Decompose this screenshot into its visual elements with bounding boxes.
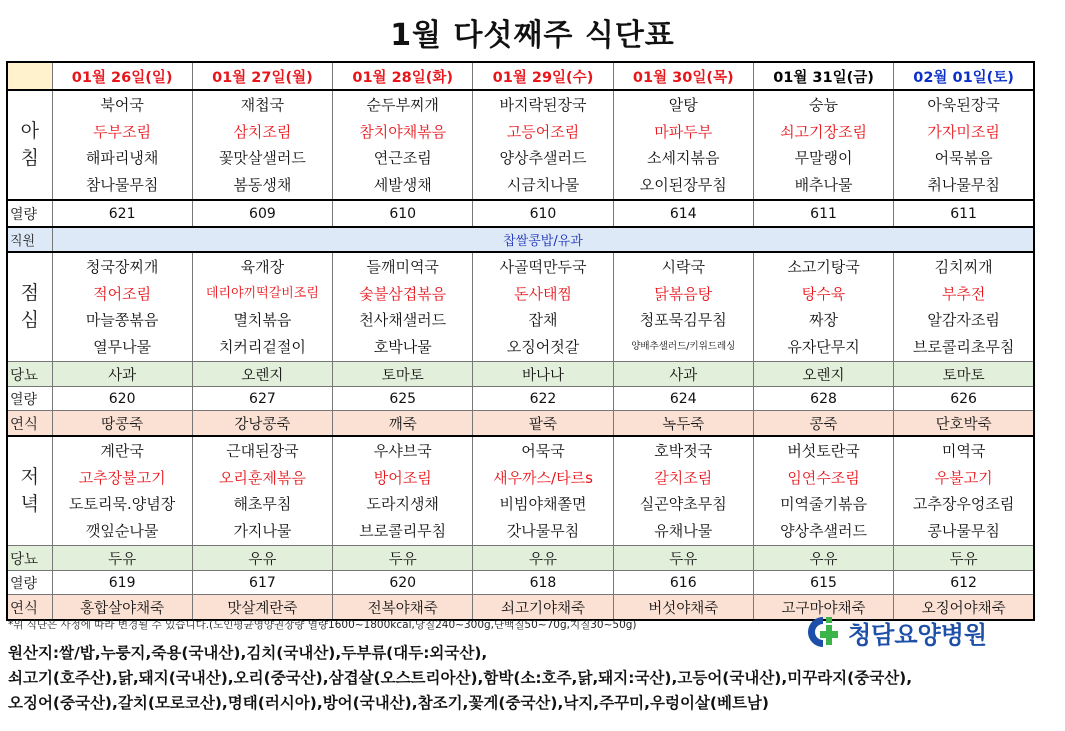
lunch-soft-cell: 땅콩죽 (52, 411, 192, 437)
lunch-calorie-cell: 622 (473, 387, 613, 411)
dish-item: 멸치볶음 (233, 311, 292, 329)
dish-item: 호박나물 (373, 337, 432, 356)
lunch-diabetes-label: 당뇨 (7, 362, 52, 387)
lunch-cell (473, 252, 613, 362)
dish-item: 가지나물 (233, 521, 292, 540)
lunch-soft-cell: 깨죽 (333, 411, 473, 437)
dish-item: 참나물무침 (85, 175, 159, 194)
dish-item: 유자단무지 (787, 337, 860, 356)
dinner-calorie-cell: 616 (613, 571, 753, 595)
dish-item: 천사채샐러드 (359, 311, 447, 329)
dish-item: 취나물무침 (927, 175, 1000, 194)
hospital-name: 청담요양병원 (848, 620, 988, 649)
lunch-calorie-cell: 626 (894, 387, 1034, 411)
lunch-diabetes-cell: 사과 (613, 362, 753, 387)
dish-item: 소세지볶음 (647, 149, 720, 167)
dinner-cell (52, 436, 192, 546)
dinner-diabetes-cell: 우유 (473, 546, 613, 571)
staff-cell (52, 227, 192, 252)
dinner-soft-cell: 홍합살야채죽 (52, 595, 192, 621)
dinner-soft-cell: 오징어야채죽 (894, 595, 1034, 621)
breakfast-label-char: 침 (20, 147, 39, 169)
dish-item: 들깨미역국 (366, 258, 439, 276)
dish-item: 고추장불고기 (78, 468, 166, 487)
lunch-soft-cell: 팥죽 (473, 411, 613, 437)
dish-item: 도라지생채 (366, 495, 439, 513)
breakfast-cell (473, 90, 613, 200)
page-title: 1월 다섯째주 식단표 (390, 18, 675, 53)
dish-item: 숭늉 (809, 96, 839, 114)
dish-item: 고등어조림 (506, 122, 580, 141)
dinner-cell (613, 436, 753, 546)
lunch-calorie-cell: 625 (333, 387, 473, 411)
lunch-label-char: 심 (20, 309, 39, 331)
dish-item: 시금치나물 (506, 175, 580, 194)
dinner-calorie-cell: 620 (333, 571, 473, 595)
breakfast-calorie-cell: 610 (333, 200, 473, 227)
breakfast-calorie-cell: 611 (894, 200, 1034, 227)
notice-text: *위 식단은 사정에 따라 변경될 수 있습니다.(노인평균영양권장량 열량1600~1800kcal,당질240~300g,단백질50~70g,지질30~50g) (8, 619, 637, 631)
day-header: 01월 28일(화) (333, 62, 473, 90)
dish-item: 오이된장무침 (639, 175, 727, 194)
lunch-calorie-label: 열량 (7, 387, 52, 411)
dinner-soft-label: 연식 (7, 595, 52, 621)
dish-item: 깻잎순나물 (85, 521, 159, 540)
breakfast-calorie-cell: 610 (473, 200, 613, 227)
breakfast-calorie-row (7, 200, 1034, 227)
staff-cell (894, 227, 1034, 252)
dish-item: 재첩국 (240, 96, 285, 114)
lunch-diabetes-row (7, 362, 1034, 387)
dish-item: 탕수육 (801, 284, 846, 303)
meal-table (6, 61, 1035, 621)
dish-item: 세발생채 (373, 175, 432, 194)
breakfast-calorie-cell: 609 (192, 200, 332, 227)
day-header: 01월 27일(월) (192, 62, 332, 90)
dish-item: 육개장 (240, 258, 285, 276)
day-header: 02월 01일(토) (894, 62, 1034, 90)
lunch-cell (333, 252, 473, 362)
dish-item: 비빔야채쫄면 (499, 495, 587, 513)
dish-item: 양상추샐러드 (780, 521, 868, 540)
origin-line-1: 원산지:쌀/밥,누룽지,죽용(국내산),김치(국내산),두부류(대두:외국산), (8, 644, 488, 662)
lunch-diabetes-cell: 바나나 (473, 362, 613, 387)
dinner-soft-cell: 맛살계란죽 (192, 595, 332, 621)
dish-item: 콩나물무침 (927, 521, 1000, 540)
lunch-calorie-cell: 628 (753, 387, 893, 411)
dinner-diabetes-cell: 우유 (192, 546, 332, 571)
dinner-diabetes-label: 당뇨 (7, 546, 52, 571)
dish-item: 해파리냉채 (85, 149, 159, 167)
lunch-soft-cell: 단호박죽 (894, 411, 1034, 437)
dish-item: 도토리묵.양념장 (69, 495, 176, 513)
breakfast-label-char: 아 (20, 120, 39, 142)
dinner-label-char: 녁 (20, 493, 39, 515)
dish-item: 유채나물 (654, 521, 713, 540)
dish-item: 고추장우엉조림 (912, 495, 1015, 513)
dish-item: 닭볶음탕 (654, 284, 713, 303)
dish-item: 짜장 (809, 311, 839, 329)
lunch-soft-cell: 콩죽 (753, 411, 893, 437)
dish-item: 쇠고기장조림 (780, 122, 868, 141)
dinner-calorie-cell: 618 (473, 571, 613, 595)
breakfast-cell (894, 90, 1034, 200)
dish-item: 바지락된장국 (499, 96, 587, 114)
lunch-cell (753, 252, 893, 362)
staff-cell (753, 227, 893, 252)
lunch-row (7, 252, 1034, 362)
dinner-cell (333, 436, 473, 546)
dish-item: 알탕 (668, 96, 698, 114)
day-header: 01월 26일(일) (52, 62, 192, 90)
dinner-diabetes-cell: 두유 (613, 546, 753, 571)
lunch-diabetes-cell: 오렌지 (192, 362, 332, 387)
dish-item: 방어조림 (373, 468, 432, 487)
staff-row (7, 227, 1034, 252)
dinner-diabetes-row (7, 546, 1034, 571)
lunch-diabetes-cell: 토마토 (333, 362, 473, 387)
dish-item: 오징어젓갈 (506, 337, 580, 356)
dish-item: 부추전 (941, 284, 986, 303)
staff-cell (613, 227, 753, 252)
dinner-cell (473, 436, 613, 546)
dish-item: 북어국 (100, 96, 144, 114)
lunch-cell (52, 252, 192, 362)
dish-item: 양배추샐러드/키위드레싱 (631, 340, 736, 352)
dinner-diabetes-cell: 두유 (52, 546, 192, 571)
dinner-cell (894, 436, 1034, 546)
dinner-calorie-row (7, 571, 1034, 595)
dish-item: 숯불삼겹볶음 (359, 284, 447, 303)
breakfast-cell (192, 90, 332, 200)
dish-item: 실곤약초무침 (639, 495, 727, 513)
dinner-cell (753, 436, 893, 546)
dish-item: 소고기탕국 (787, 258, 860, 276)
dish-item: 봄동생채 (233, 175, 292, 194)
lunch-calorie-cell: 627 (192, 387, 332, 411)
dish-item: 호박젓국 (654, 442, 713, 460)
staff-label: 직원 (7, 227, 52, 252)
dish-item: 양상추샐러드 (499, 149, 587, 167)
dish-item: 청포묵김무침 (639, 311, 727, 329)
dinner-soft-cell: 고구마야채죽 (753, 595, 893, 621)
dish-item: 잡채 (528, 311, 558, 329)
dish-item: 꽃맛살샐러드 (218, 149, 306, 167)
breakfast-cell (52, 90, 192, 200)
dish-item: 우샤브국 (373, 442, 432, 460)
origin-line-3: 오징어(중국산),갈치(모로코산),명태(러시아),방어(국내산),참조기,꽃게(중국산),낙지,주꾸미,우렁이살(베트남) (8, 694, 769, 712)
dish-item: 순두부찌개 (366, 96, 439, 114)
dish-item: 청국장찌개 (85, 258, 159, 276)
dinner-row (7, 436, 1034, 546)
breakfast-label (7, 90, 52, 200)
dish-item: 김치찌개 (934, 258, 993, 276)
lunch-cell (613, 252, 753, 362)
dish-item: 어묵볶음 (934, 149, 993, 167)
dinner-diabetes-cell: 두유 (333, 546, 473, 571)
dish-item: 아욱된장국 (927, 96, 1000, 114)
dish-item: 가자미조림 (927, 122, 1000, 141)
lunch-calorie-cell: 620 (52, 387, 192, 411)
breakfast-calorie-label: 열량 (7, 200, 52, 227)
dish-item: 적어조림 (93, 284, 152, 303)
dish-item: 버섯토란국 (787, 442, 860, 460)
lunch-diabetes-cell: 사과 (52, 362, 192, 387)
breakfast-calorie-cell: 621 (52, 200, 192, 227)
staff-cell (333, 227, 473, 252)
lunch-diabetes-cell: 오렌지 (753, 362, 893, 387)
dish-item: 계란국 (100, 442, 144, 460)
dinner-soft-cell: 쇠고기야채죽 (473, 595, 613, 621)
dish-item: 알감자조림 (927, 311, 1000, 329)
lunch-soft-cell: 녹두죽 (613, 411, 753, 437)
dinner-calorie-cell: 615 (753, 571, 893, 595)
dish-item: 새우까스/타르s (493, 468, 593, 487)
dish-item: 미역줄기볶음 (780, 495, 868, 513)
dinner-calorie-cell: 617 (192, 571, 332, 595)
lunch-label (7, 252, 52, 362)
dish-item: 브로콜리초무침 (912, 337, 1015, 356)
dish-item: 임연수조림 (787, 468, 860, 487)
header-corner (7, 62, 52, 90)
breakfast-calorie-cell: 611 (753, 200, 893, 227)
lunch-calorie-cell: 624 (613, 387, 753, 411)
dish-item: 사골떡만두국 (499, 258, 587, 276)
breakfast-row (7, 90, 1034, 200)
lunch-soft-row (7, 411, 1034, 437)
dish-item: 데리야끼떡갈비조림 (205, 285, 319, 301)
dinner-calorie-cell: 619 (52, 571, 192, 595)
dish-item: 우불고기 (934, 468, 993, 487)
dish-item: 브로콜리무침 (359, 521, 447, 540)
lunch-label-char: 점 (20, 282, 39, 304)
breakfast-cell (753, 90, 893, 200)
dish-item: 마늘쫑볶음 (85, 311, 159, 329)
medical-cross-icon (806, 615, 842, 649)
dish-item: 갓나물무침 (506, 521, 580, 540)
dinner-diabetes-cell: 두유 (894, 546, 1034, 571)
dish-item: 오리훈제볶음 (218, 468, 306, 487)
dish-item: 참치야채볶음 (359, 122, 447, 141)
breakfast-cell (333, 90, 473, 200)
lunch-cell (192, 252, 332, 362)
dish-item: 연근조림 (373, 149, 432, 167)
day-header: 01월 30일(목) (613, 62, 753, 90)
dish-item: 시락국 (661, 258, 705, 276)
dish-item: 무말랭이 (794, 149, 853, 167)
dish-item: 어묵국 (521, 442, 565, 460)
dish-item: 갈치조림 (654, 468, 713, 487)
lunch-soft-cell: 강낭콩죽 (192, 411, 332, 437)
dish-item: 해초무침 (233, 495, 292, 513)
dinner-cell (192, 436, 332, 546)
lunch-diabetes-cell: 토마토 (894, 362, 1034, 387)
origin-line-2: 쇠고기(호주산),닭,돼지(국내산),오리(중국산),삼겹살(오스트리아산),함박(소:호주,닭,돼지:국산),고등어(국내산),미꾸라지(중국산), (8, 669, 913, 687)
dinner-label-char: 저 (20, 466, 39, 488)
dish-item: 치커리겉절이 (218, 337, 306, 356)
day-header: 01월 31일(금) (753, 62, 893, 90)
day-header: 01월 29일(수) (473, 62, 613, 90)
lunch-cell (894, 252, 1034, 362)
hospital-logo (806, 615, 987, 649)
lunch-soft-label: 연식 (7, 411, 52, 437)
staff-cell: 찹쌀콩밥/유과 (473, 227, 613, 252)
dish-item: 마파두부 (654, 122, 713, 141)
dinner-calorie-cell: 612 (894, 571, 1034, 595)
dish-item: 열무나물 (93, 337, 152, 356)
dish-item: 두부조림 (93, 122, 152, 141)
breakfast-calorie-cell: 614 (613, 200, 753, 227)
dinner-calorie-label: 열량 (7, 571, 52, 595)
dish-item: 삼치조림 (233, 122, 292, 141)
dish-item: 돈사태찜 (514, 284, 572, 303)
dinner-soft-cell: 전복야채죽 (333, 595, 473, 621)
dinner-diabetes-cell: 우유 (753, 546, 893, 571)
day-header-row (7, 62, 1034, 90)
dinner-soft-cell: 버섯야채죽 (613, 595, 753, 621)
lunch-calorie-row (7, 387, 1034, 411)
breakfast-cell (613, 90, 753, 200)
dish-item: 근대된장국 (226, 442, 299, 460)
staff-cell (192, 227, 332, 252)
dish-item: 배추나물 (794, 175, 853, 194)
dinner-label (7, 436, 52, 546)
dish-item: 미역국 (941, 442, 986, 460)
